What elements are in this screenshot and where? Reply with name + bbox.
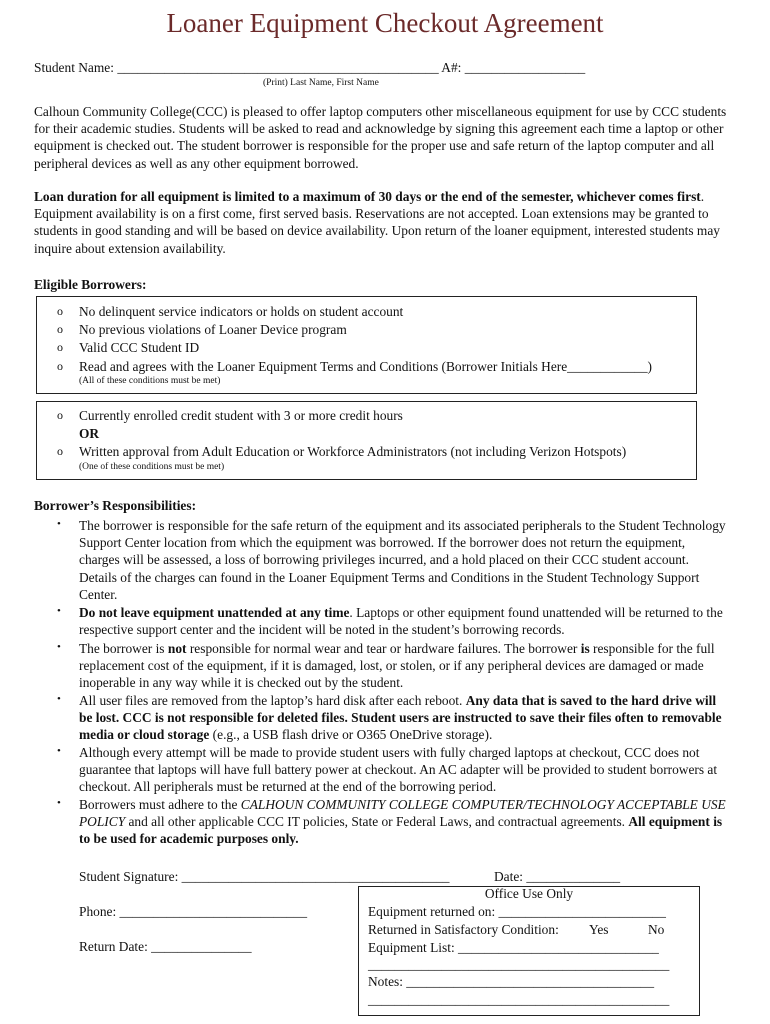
return-date-field[interactable]: Return Date: _______________ <box>79 939 252 954</box>
responsibility-item <box>79 604 729 638</box>
date-field[interactable]: Date: ______________ <box>494 869 621 884</box>
equipment-list-field[interactable]: Equipment List: ______________________________ <box>368 940 659 955</box>
equipment-returned-field[interactable]: Equipment returned on: _________________________ <box>368 904 666 919</box>
bullet-marker: • <box>57 693 61 705</box>
equipment-list-blank[interactable]: _____________________________________________ <box>368 957 670 972</box>
eligibility-item-initials[interactable]: Read and agrees with the Loaner Equipment Terms and Conditions (Borrower Initials Here____________) <box>79 359 652 374</box>
bullet-marker: • <box>57 745 61 757</box>
responsibility-text: responsible for normal wear and tear or hardware failures. The borrower <box>186 641 581 656</box>
or-label: OR <box>79 426 100 441</box>
responsibility-text: All user files are removed from the laptop’s hard disk after each reboot. <box>79 693 466 708</box>
box1-note: (All of these conditions must be met) <box>79 376 221 386</box>
responsibility-item: Although every attempt will be made to provide student users with fully charged laptops at checkout, CCC does not guarantee that laptops will have full battery power at checkout. An AC adapter will be provided to student borrowers at checkout. All peripherals must be returned at the end of the borrowing period. <box>79 745 718 795</box>
bullet-marker: • <box>57 641 61 653</box>
responsibility-item <box>79 692 729 744</box>
box2-note: (One of these conditions must be met) <box>79 462 225 472</box>
bullet-marker: o <box>57 340 63 354</box>
bullet-marker: • <box>57 518 61 530</box>
eligible-heading: Eligible Borrowers: <box>34 277 147 292</box>
bullet-marker: o <box>57 304 63 318</box>
eligibility-item: No previous violations of Loaner Device program <box>79 322 347 337</box>
responsibility-bold: Do not leave equipment unattended at any time <box>79 605 350 620</box>
yes-option[interactable]: Yes <box>589 922 609 937</box>
eligibility-item: Currently enrolled credit student with 3 or more credit hours <box>79 408 403 423</box>
policy-title: CALHOUN COMMUNITY COLLEGE COMPUTER/TECHNOLOGY ACCEPTABLE USE POLICY <box>79 797 726 830</box>
student-name-field[interactable]: ________________________________________________ <box>117 60 439 75</box>
responsibility-bold: Any data that is saved to the hard drive will be lost. CCC is not responsible for deleted files. Student users are instructed to save their files often to removable media or cloud storage <box>79 693 722 743</box>
responsibility-item: The borrower is responsible for the safe return of the equipment and its associated peripherals to the Student Technology Support Center location from which the equipment was borrowed. If the borrower does not return the equipment, charges will be assessed, a loss of borrowing privileges incurred, and a hold placed on their CCC student account. Details of the charges can found in the Loaner Equipment Terms and Conditions in the Student Technology Support Center. <box>79 518 726 602</box>
name-hint: (Print) Last Name, First Name <box>263 78 379 88</box>
responsibility-text: Borrowers must adhere to the <box>79 797 241 812</box>
eligibility-item: No delinquent service indicators or holds on student account <box>79 304 404 319</box>
loan-paragraph <box>34 188 734 257</box>
responsibility-text: The borrower is <box>79 641 168 656</box>
bullet-marker: • <box>57 797 61 809</box>
responsibility-bold: not <box>167 641 187 656</box>
responsibilities-heading: Borrower’s Responsibilities: <box>34 498 197 513</box>
responsibility-bold: is <box>580 641 590 656</box>
intro-paragraph: Calhoun Community College(CCC) is pleased to offer laptop computers other miscellaneous equipment for use by CCC students for their academic studies. Students will be asked to read and acknowledge by signing this agreement each time a laptop or other equipment is checked out. The student borrower is responsible for the proper use and safe return of the laptop computer and all peripheral devices as well as any other equipment borrowed. <box>34 104 727 171</box>
responsibility-bold: All equipment is to be used for academic purposes only. <box>79 814 723 847</box>
bullet-marker: o <box>57 359 63 373</box>
responsibility-item <box>79 796 729 848</box>
a-number-field[interactable]: __________________ <box>464 60 586 75</box>
responsibility-text: . Laptops or other equipment found unattended will be returned to the respective support center and the incident will be noted in the student’s borrowing records. <box>79 605 723 638</box>
page-title: Loaner Equipment Checkout Agreement <box>166 8 604 38</box>
loan-rest-text: . Equipment availability is on a first come, first served basis. Reservations are not accepted. Loan extensions may be granted to students in good standing and will be based on device availability. Upon return of the loaner equipment, interested students may inquire about extension availability. <box>34 189 720 256</box>
office-use-title: Office Use Only <box>484 886 574 901</box>
eligibility-item: Valid CCC Student ID <box>79 340 200 355</box>
student-name-label: Student Name: <box>34 60 118 75</box>
notes-blank[interactable]: _____________________________________________ <box>368 992 670 1007</box>
bullet-marker: o <box>57 444 63 458</box>
student-signature-field[interactable]: Student Signature: ________________________________________ <box>79 869 450 884</box>
bullet-marker: o <box>57 408 63 422</box>
responsibility-text: (e.g., a USB flash drive or O365 OneDrive storage). <box>209 727 493 743</box>
responsibility-item <box>79 640 729 692</box>
a-number-label: A#: <box>438 60 465 75</box>
no-option[interactable]: No <box>648 922 665 937</box>
student-name-line <box>34 59 585 76</box>
responsibility-text: responsible for the full replacement cost of the equipment, if it is damaged, lost, or stolen, or if any peripheral devices are damaged or made inoperable in any way while it is checked out by the student. <box>79 641 715 691</box>
bullet-marker: • <box>57 605 61 617</box>
satisfactory-condition-label: Returned in Satisfactory Condition: <box>368 922 559 937</box>
notes-field[interactable]: Notes: _____________________________________ <box>368 974 655 989</box>
eligibility-item: Written approval from Adult Education or Workforce Administrators (not including Verizon Hotspots) <box>79 444 627 459</box>
responsibility-text: and all other applicable CCC IT policies, State or Federal Laws, and contractual agreements. <box>125 814 629 830</box>
phone-field[interactable]: Phone: ____________________________ <box>79 904 308 919</box>
loan-bold-text: Loan duration for all equipment is limited to a maximum of 30 days or the end of the semester, whichever comes first <box>34 189 701 204</box>
bullet-marker: o <box>57 322 63 336</box>
